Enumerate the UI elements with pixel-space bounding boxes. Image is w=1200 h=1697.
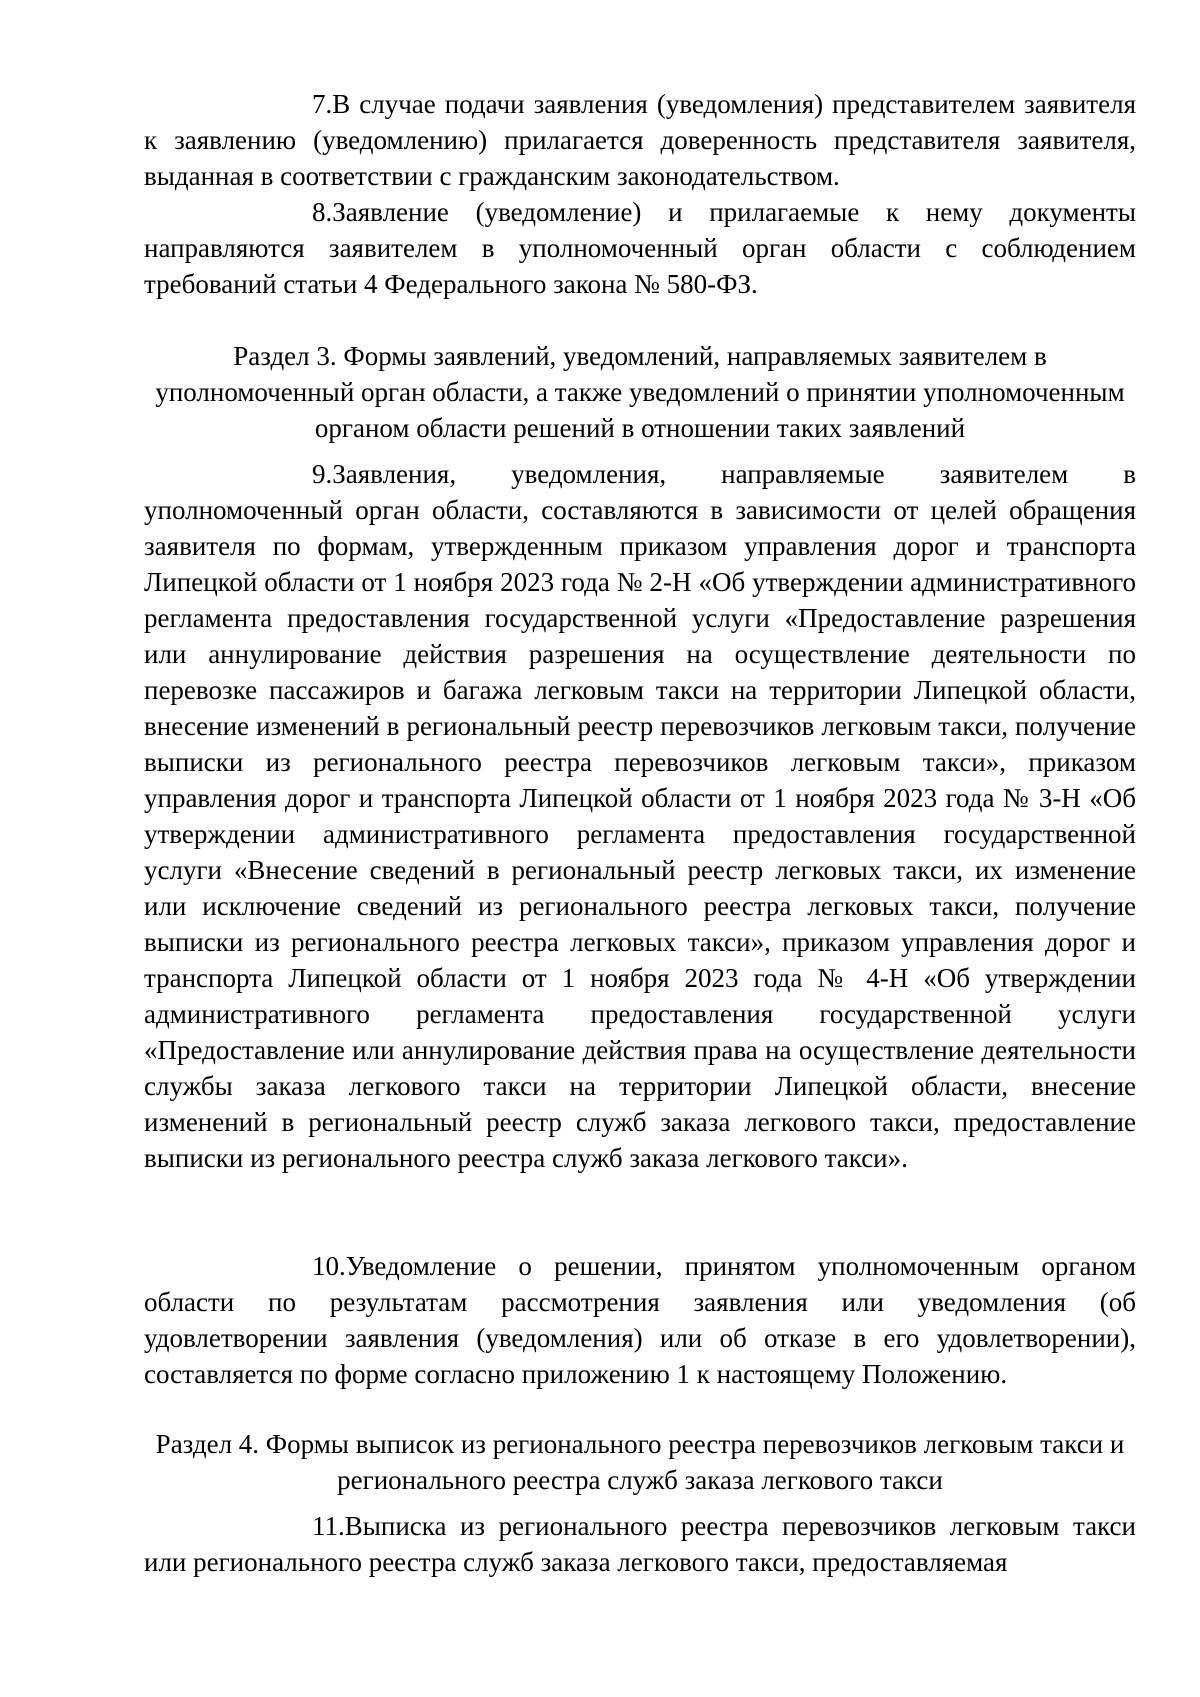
- paragraph-text: В случае подачи заявления (уведомления) представителем заявителя к заявлению (уведомлению) прилагается доверенность представителя заявителя, выданная в соответствии с гражданским законодательством.: [144, 89, 1136, 191]
- paragraph-text: Выписка из регионального реестра перевозчиков легковым такси или регионального реестра служб заказа легкового такси, предоставляемая: [144, 1511, 1136, 1577]
- paragraph-10: [144, 1248, 1136, 1392]
- paragraph-8: [144, 194, 1136, 302]
- paragraph-text: Заявление (уведомление) и прилагаемые к нему документы направляются заявителем в уполномоченный орган области с соблюдением требований статьи 4 Федерального закона № 580-ФЗ.: [144, 197, 1136, 299]
- paragraph-number: 10.: [312, 1251, 346, 1281]
- paragraph-7: [144, 86, 1136, 194]
- paragraph-number: 7.: [312, 89, 333, 119]
- paragraph-text: Уведомление о решении, принятом уполномоченным органом области по результатам рассмотрения заявления или уведомления (об удовлетворении заявления (уведомления) или об отказе в его удовлетворении), составляется по форме согласно приложению 1 к настоящему Положению.: [144, 1251, 1136, 1389]
- section-3-heading: Раздел 3. Формы заявлений, уведомлений, направляемых заявителем в уполномоченный орган области, а также уведомлений о принятии уполномоченным органом области решений в отношении таких заявлений: [155, 341, 1125, 443]
- section-4-heading: Раздел 4. Формы выписок из регионального реестра перевозчиков легковым такси и регионального реестра служб заказа легкового такси: [155, 1429, 1125, 1495]
- paragraph-9: [144, 456, 1136, 1176]
- paragraph-text: Заявления, уведомления, направляемые заявителем в уполномоченный орган области, составляются в зависимости от целей обращения заявителя по формам, утвержденным приказом управления дорог и транспорта Липецкой области от 1 ноября 2023 года № 2-Н «Об утверждении административного регламента предоставления государственной услуги «Предоставление разрешения или аннулирование действия разрешения на осуществление деятельности по перевозке пассажиров и багажа легковым такси на территории Липецкой области, внесение изменений в региональный реестр перевозчиков легковым такси, получение выписки из регионального реестра перевозчиков легковым такси», приказом управления дорог и транспорта Липецкой области от 1 ноября 2023 года № 3-Н «Об утверждении административного регламента предоставления государственной услуги «Внесение сведений в региональный реестр легковых такси, их изменение или исключение сведений из регионального реестра легковых такси, получение выписки из регионального реестра легковых такси», приказом управления дорог и транспорта Липецкой области от 1 ноября 2023 года № 4-Н «Об утверждении административного регламента предоставления государственной услуги «Предоставление или аннулирование действия права на осуществление деятельности службы заказа легкового такси на территории Липецкой области, внесение изменений в региональный реестр служб заказа легкового такси, предоставление выписки из регионального реестра служб заказа легкового такси».: [144, 459, 1136, 1173]
- paragraph-11: [144, 1508, 1136, 1580]
- paragraph-number: 9.: [312, 459, 333, 489]
- paragraph-number: 11.: [312, 1511, 345, 1541]
- paragraph-number: 8.: [312, 197, 333, 227]
